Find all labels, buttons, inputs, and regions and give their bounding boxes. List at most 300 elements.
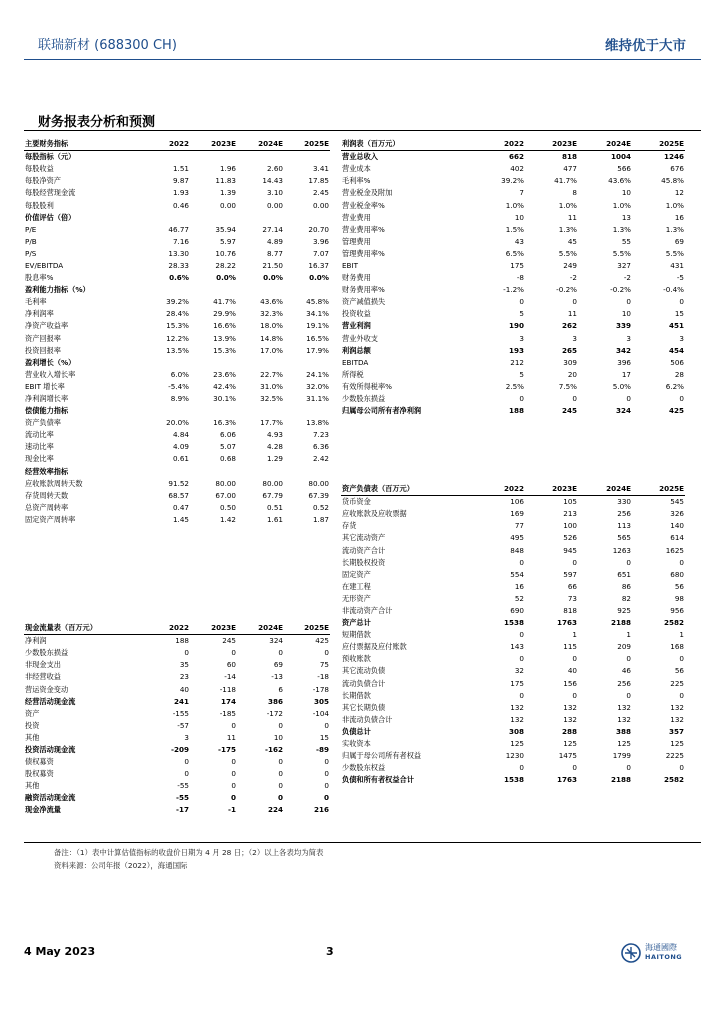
cell-value: 1.51 — [172, 164, 189, 174]
cell-value — [144, 151, 190, 164]
cell-value: 0 — [626, 297, 631, 307]
table-row — [24, 635, 330, 648]
table-row — [24, 248, 330, 260]
cell-value: 11 — [226, 732, 236, 742]
cell-value: 17.9% — [306, 345, 329, 355]
cell-value: 60 — [226, 660, 236, 670]
row-label: 资产 — [25, 708, 40, 718]
cell-value: 2.5% — [505, 381, 524, 391]
cell-value: 15.3% — [213, 345, 236, 355]
table-title: 利润表（百万元） — [341, 138, 475, 151]
cell-value: 3 — [679, 333, 684, 343]
table-row — [24, 357, 330, 369]
cell-value: 614 — [670, 533, 684, 543]
table-row — [341, 199, 685, 211]
cell-value: 0.68 — [219, 454, 236, 464]
cell-value: 4.09 — [172, 442, 189, 452]
row-label: 营业费用率% — [342, 224, 385, 234]
cell-value: 69 — [674, 236, 684, 246]
cell-value: 1004 — [610, 152, 631, 162]
row-label: 资产总计 — [342, 618, 371, 628]
cell-value: 245 — [222, 636, 236, 646]
cell-value: 66 — [567, 581, 577, 591]
haitong-logo-icon — [621, 943, 641, 963]
table-row — [341, 345, 685, 357]
cell-value: 245 — [561, 406, 577, 416]
row-label: 速动比率 — [25, 442, 54, 452]
cell-value: 7.23 — [312, 430, 329, 440]
cell-value — [237, 284, 284, 296]
cell-value: 175 — [510, 260, 524, 270]
cell-value: 41.7% — [554, 176, 577, 186]
cell-value: 91.52 — [168, 478, 189, 488]
cell-value: 10 — [514, 212, 524, 222]
cell-value: 326 — [670, 509, 684, 519]
cell-value: 1.45 — [172, 514, 189, 524]
cell-value: 3.96 — [312, 236, 329, 246]
cell-value: 100 — [563, 521, 577, 531]
row-label: 营业收入增长率 — [25, 369, 76, 379]
cell-value: 1475 — [558, 751, 577, 761]
row-label: P/B — [25, 236, 37, 246]
row-label: 非流动负债合计 — [342, 714, 393, 724]
row-label: 少数股东损益 — [342, 394, 386, 404]
table-row — [24, 696, 330, 708]
row-label: 资产减值损失 — [342, 297, 386, 307]
row-label: 股息率% — [25, 273, 54, 283]
cell-value: 0.00 — [266, 200, 283, 210]
title-divider — [24, 130, 701, 131]
cell-value: 27.14 — [262, 224, 283, 234]
cell-value: 6.36 — [312, 442, 329, 452]
cell-value: 132 — [510, 714, 524, 724]
cell-value: 3 — [519, 333, 524, 343]
cell-value: 2225 — [665, 751, 684, 761]
row-label: 实收资本 — [342, 739, 371, 749]
cell-value: 651 — [617, 569, 631, 579]
row-label: EBIT — [342, 260, 358, 270]
column-header: 2023E — [525, 483, 578, 496]
cell-value: 11.83 — [215, 176, 236, 186]
row-label: 资产负债率 — [25, 418, 61, 428]
cell-value: 0 — [572, 690, 577, 700]
cell-value: 2.60 — [266, 164, 283, 174]
key-indicators-table — [24, 138, 330, 526]
cell-value: 41.7% — [213, 297, 236, 307]
row-label: 投资 — [25, 720, 40, 730]
cell-value: 0 — [519, 557, 524, 567]
cell-value: 2188 — [610, 618, 631, 628]
row-label: EBITDA — [342, 357, 369, 367]
cell-value: 82 — [621, 593, 631, 603]
row-label: 管理费用 — [342, 236, 371, 246]
table-row — [24, 369, 330, 381]
cell-value: 43.6% — [608, 176, 631, 186]
table-row — [341, 284, 685, 296]
cell-value: 256 — [617, 509, 631, 519]
row-label: 总资产周转率 — [25, 502, 69, 512]
cell-value: 0 — [231, 648, 236, 658]
table-row — [24, 792, 330, 804]
cell-value — [237, 405, 284, 417]
cell-value: 4.89 — [266, 236, 283, 246]
cell-value: 13.9% — [213, 333, 236, 343]
cell-value: 0 — [184, 757, 189, 767]
table-row — [341, 248, 685, 260]
cell-value: 1.29 — [266, 454, 283, 464]
cell-value: 224 — [267, 805, 283, 815]
cell-value — [190, 212, 237, 224]
row-label: 净利润增长率 — [25, 394, 69, 404]
column-header: 2025E — [284, 138, 330, 151]
row-label: 其他 — [25, 781, 40, 791]
table-row — [341, 369, 685, 381]
cell-value: 7 — [519, 188, 524, 198]
cell-value: 45 — [567, 236, 577, 246]
table-title: 现金流量表（百万元） — [24, 622, 144, 635]
cell-value: 216 — [313, 805, 329, 815]
cell-value: -118 — [219, 684, 236, 694]
table-row — [24, 732, 330, 744]
cell-value: 14.8% — [260, 333, 283, 343]
cell-value: -2 — [623, 273, 631, 283]
row-label: 非流动资产合计 — [342, 605, 393, 615]
cell-value: 0.0% — [216, 273, 236, 283]
cell-value: 324 — [615, 406, 631, 416]
cell-value: 40 — [179, 684, 189, 694]
cell-value: 1.61 — [266, 514, 283, 524]
cell-value: 1538 — [503, 618, 524, 628]
cell-value: 597 — [563, 569, 577, 579]
cell-value: 1 — [679, 630, 684, 640]
cell-value — [144, 284, 190, 296]
cell-value: 506 — [670, 357, 684, 367]
cell-value: 55 — [621, 236, 631, 246]
table-row — [24, 175, 330, 187]
row-label: 财务费用 — [342, 273, 371, 283]
row-label: 长期股权投资 — [342, 557, 386, 567]
cell-value: 21.50 — [262, 260, 283, 270]
page-number: 3 — [326, 945, 334, 958]
cell-value: 156 — [563, 678, 577, 688]
cell-value: 848 — [510, 545, 524, 555]
cell-value: 34.1% — [306, 309, 329, 319]
table-row — [341, 762, 685, 774]
cell-value: 1.0% — [612, 200, 631, 210]
row-label: 其他 — [25, 732, 40, 742]
cell-value: 28 — [674, 369, 684, 379]
cell-value: 13 — [621, 212, 631, 222]
cell-value: 125 — [617, 739, 631, 749]
row-label: 管理费用率% — [342, 248, 385, 258]
table-row — [24, 514, 330, 526]
header-rating: 维持优于大市 — [605, 38, 686, 54]
table-row — [341, 641, 685, 653]
table-row — [24, 308, 330, 320]
table-row — [341, 175, 685, 187]
cell-value: 31.1% — [306, 394, 329, 404]
cell-value: 24.1% — [306, 369, 329, 379]
cell-value: 14.43 — [262, 176, 283, 186]
row-label: 投资收益 — [342, 309, 371, 319]
cell-value: 554 — [510, 569, 524, 579]
cell-value: 35 — [179, 660, 189, 670]
cell-value: 2.42 — [312, 454, 329, 464]
cell-value: 0 — [626, 763, 631, 773]
cell-value: 2188 — [610, 775, 631, 785]
table-row — [341, 393, 685, 405]
cell-value: -178 — [312, 684, 329, 694]
table-header-row — [341, 483, 685, 496]
cell-value: 115 — [563, 642, 577, 652]
table-row — [24, 441, 330, 453]
cell-value: 1.3% — [665, 224, 684, 234]
cell-value: 925 — [617, 605, 631, 615]
cell-value: 396 — [617, 357, 631, 367]
row-label: 其它长期负债 — [342, 702, 386, 712]
cell-value: 5.5% — [665, 248, 684, 258]
footnote-source: 资料来源：公司年报（2022），海通国际 — [54, 861, 188, 870]
cell-value: 5 — [519, 369, 524, 379]
cell-value: -2 — [569, 273, 577, 283]
cell-value: 0.0% — [309, 273, 329, 283]
cell-value: 5.97 — [219, 236, 236, 246]
table-row — [24, 381, 330, 393]
header-divider — [24, 59, 701, 60]
row-label: 经营活动现金流 — [25, 696, 76, 706]
row-label: 流动资产合计 — [342, 545, 386, 555]
row-label: 投资回报率 — [25, 345, 61, 355]
row-label: 每股股利 — [25, 200, 54, 210]
cell-value: 680 — [670, 569, 684, 579]
table-row — [24, 163, 330, 175]
cell-value: 818 — [561, 152, 577, 162]
cell-value: 46.77 — [168, 224, 189, 234]
cell-value: 132 — [670, 702, 684, 712]
cell-value — [190, 284, 237, 296]
cell-value — [190, 151, 237, 164]
cell-value: 0 — [184, 648, 189, 658]
cell-value: 566 — [617, 164, 631, 174]
table-row — [341, 308, 685, 320]
table-row — [341, 496, 685, 509]
cell-value: 0 — [323, 793, 329, 803]
logo-text-cn: 海通國際 — [645, 943, 677, 952]
row-label: 每股经营现金流 — [25, 188, 76, 198]
cell-value: 386 — [267, 696, 283, 706]
cell-value: 1625 — [665, 545, 684, 555]
cell-value: 67.79 — [262, 490, 283, 500]
cell-value: 0 — [324, 648, 329, 658]
table-row — [341, 678, 685, 690]
row-label: 净资产收益率 — [25, 321, 69, 331]
cell-value: 168 — [670, 642, 684, 652]
cell-value: 32.5% — [260, 394, 283, 404]
table-row — [24, 780, 330, 792]
cell-value — [284, 151, 330, 164]
cell-value: 30.1% — [213, 394, 236, 404]
cell-value: 209 — [617, 642, 631, 652]
cell-value: 9.87 — [172, 176, 189, 186]
cell-value: 0 — [231, 757, 236, 767]
cell-value: 0 — [679, 654, 684, 664]
cell-value: 20.70 — [308, 224, 329, 234]
cell-value — [144, 357, 190, 369]
cell-value: 16.37 — [308, 260, 329, 270]
cell-value: 425 — [668, 406, 684, 416]
row-label: 货币资金 — [342, 497, 371, 507]
table-row — [341, 508, 685, 520]
cell-value: 5.5% — [558, 248, 577, 258]
table-row — [24, 417, 330, 429]
row-label: 应收账款及应收票据 — [342, 509, 407, 519]
cell-value: 11 — [567, 309, 577, 319]
cell-value: -0.2% — [610, 285, 631, 295]
cell-value: 342 — [615, 345, 631, 355]
cell-value: 0 — [626, 690, 631, 700]
cell-value: 67.00 — [215, 490, 236, 500]
table-row — [24, 212, 330, 224]
cell-value: 308 — [508, 726, 524, 736]
row-label: 融资活动现金流 — [25, 793, 76, 803]
row-label: 少数股东权益 — [342, 763, 386, 773]
cell-value: 477 — [563, 164, 577, 174]
haitong-logo — [621, 941, 701, 965]
row-label: 流动比率 — [25, 430, 54, 440]
cell-value — [190, 405, 237, 417]
cell-value: 46 — [621, 666, 631, 676]
row-label: 存货周转天数 — [25, 490, 69, 500]
cell-value: -209 — [171, 744, 189, 754]
row-label: 营运资金变动 — [25, 684, 69, 694]
table-row — [341, 272, 685, 284]
row-label: 毛利率 — [25, 297, 47, 307]
table-row — [341, 665, 685, 677]
cell-value: 0 — [626, 394, 631, 404]
cell-value: 80.00 — [215, 478, 236, 488]
cell-value — [190, 357, 237, 369]
cell-value: 16 — [514, 581, 524, 591]
cell-value: 15.3% — [166, 321, 189, 331]
cell-value: -57 — [177, 720, 189, 730]
table-row — [341, 520, 685, 532]
table-row — [341, 187, 685, 199]
row-label: 经营效率指标 — [25, 466, 69, 476]
table-row — [24, 744, 330, 756]
table-row — [341, 605, 685, 617]
row-label: 非现金支出 — [25, 660, 61, 670]
column-header: 2022 — [144, 622, 190, 635]
row-label: 存货 — [342, 521, 357, 531]
cell-value: 132 — [617, 702, 631, 712]
cell-value: -55 — [177, 781, 189, 791]
cell-value: -155 — [172, 708, 189, 718]
cell-value: -55 — [176, 793, 189, 803]
table-row — [341, 544, 685, 556]
cell-value: 3 — [184, 732, 189, 742]
cell-value: 0 — [519, 763, 524, 773]
cell-value: 0 — [572, 557, 577, 567]
cell-value: 0 — [626, 654, 631, 664]
cash-flow-table — [24, 622, 330, 817]
cell-value: -89 — [316, 744, 329, 754]
table-row — [341, 236, 685, 248]
cell-value: 20 — [567, 369, 577, 379]
table-row — [341, 405, 685, 417]
cell-value: 31.0% — [260, 381, 283, 391]
table-row — [24, 768, 330, 780]
cell-value: 3.10 — [266, 188, 283, 198]
row-label: 少数股东损益 — [25, 648, 69, 658]
cell-value: 6.0% — [170, 369, 189, 379]
cell-value: 0.47 — [172, 502, 189, 512]
cell-value: 125 — [563, 739, 577, 749]
cell-value: -8 — [516, 273, 524, 283]
cell-value: 45.8% — [306, 297, 329, 307]
cell-value: 17.85 — [308, 176, 329, 186]
cell-value: 4.84 — [172, 430, 189, 440]
cell-value: 28.22 — [215, 260, 236, 270]
cell-value: 32 — [514, 666, 524, 676]
table-row — [24, 671, 330, 683]
table-row — [24, 478, 330, 490]
cell-value: -14 — [224, 672, 236, 682]
row-label: 长期借款 — [342, 690, 371, 700]
income-statement-table — [341, 138, 685, 417]
cell-value: 11 — [567, 212, 577, 222]
table-row — [341, 320, 685, 332]
cell-value: 7.07 — [312, 248, 329, 258]
table-row — [341, 714, 685, 726]
table-row — [24, 466, 330, 478]
cell-value: 0 — [277, 793, 283, 803]
row-label: 净利润 — [25, 636, 47, 646]
cell-value: 0 — [184, 769, 189, 779]
table-row — [24, 453, 330, 465]
row-label: 营业税金率% — [342, 200, 385, 210]
cell-value: 1.0% — [505, 200, 524, 210]
cell-value: 1230 — [505, 751, 524, 761]
table-row — [341, 690, 685, 702]
table-row — [341, 333, 685, 345]
column-header: 2025E — [632, 483, 685, 496]
cell-value: 545 — [670, 497, 684, 507]
table-row — [24, 224, 330, 236]
cell-value: 22.7% — [260, 369, 283, 379]
cell-value — [237, 212, 284, 224]
row-label: 归属母公司所有者净利润 — [342, 406, 422, 416]
cell-value: 7.16 — [172, 236, 189, 246]
cell-value: 225 — [670, 678, 684, 688]
table-row — [24, 490, 330, 502]
row-label: 流动负债合计 — [342, 678, 386, 688]
table-row — [24, 804, 330, 816]
row-label: 负债和所有者权益合计 — [342, 775, 414, 785]
cell-value: 32.3% — [260, 309, 283, 319]
row-label: 应付票据及应付账款 — [342, 642, 407, 652]
table-row — [341, 212, 685, 224]
cell-value: -162 — [265, 744, 283, 754]
cell-value: 0 — [679, 557, 684, 567]
cell-value: 190 — [508, 321, 524, 331]
cell-value: 451 — [668, 321, 684, 331]
cell-value: -1 — [228, 805, 236, 815]
cell-value: 13.5% — [166, 345, 189, 355]
cell-value: 1.96 — [219, 164, 236, 174]
cell-value: 174 — [220, 696, 236, 706]
row-label: 资产回报率 — [25, 333, 61, 343]
cell-value: 43 — [514, 236, 524, 246]
